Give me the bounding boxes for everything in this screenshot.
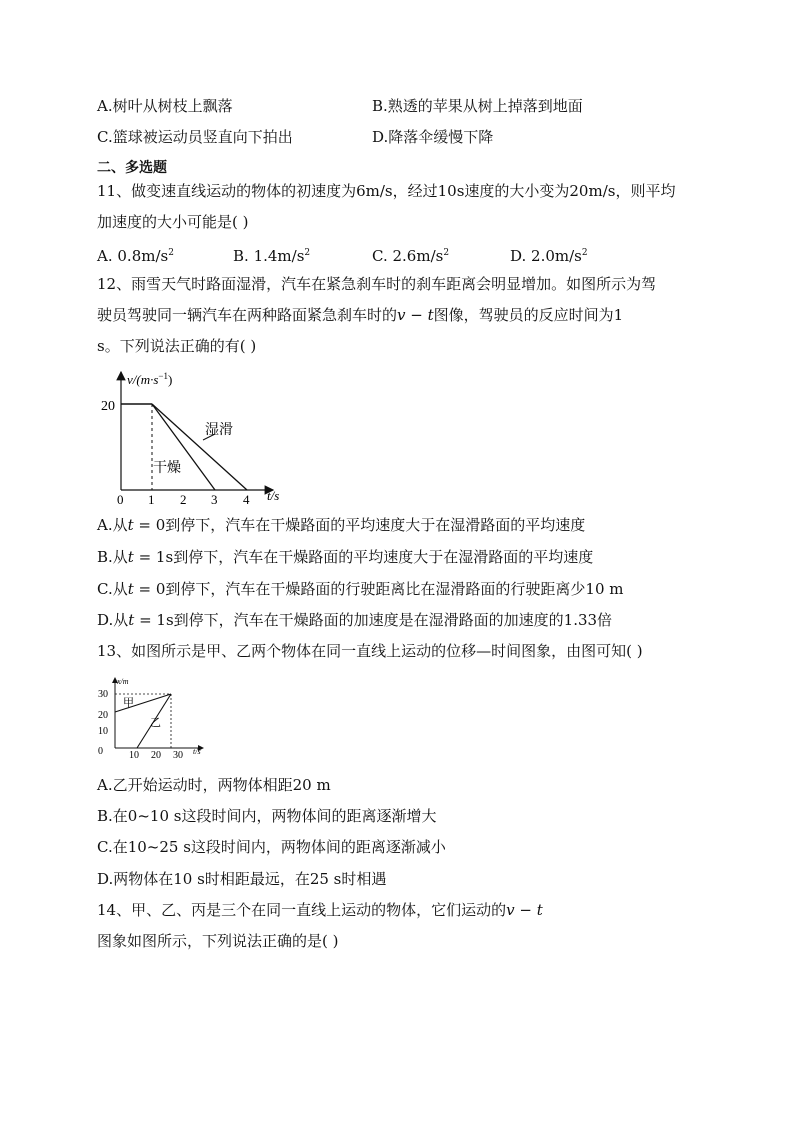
q13-x-tick-20: 20 (151, 750, 161, 760)
q13-jia-label: 甲 (123, 697, 134, 709)
q13-y-tick-20: 20 (98, 710, 108, 721)
q13-yi-label: 乙 (150, 717, 161, 729)
q12-x-label: t/s (267, 488, 280, 503)
q14-stem-line2: 图象如图所示，下列说法正确的是( ) (97, 932, 339, 950)
q12-stem-line2: 驶员驾驶同一辆汽车在两种路面紧急刹车时的v − t图像，驾驶员的反应时间为1 (97, 306, 624, 324)
q13-x-tick-10: 10 (129, 750, 139, 760)
q12-stem-line3: s。下列说法正确的有( ) (97, 337, 257, 355)
q11-option-b: B. $1.4m/s^2$ (233, 247, 311, 265)
q10-option-c: C.篮球被运动员竖直向下拍出 (97, 128, 293, 146)
q11-option-c: C. $2.6m/s^2$ (372, 247, 450, 265)
q12-option-d: D.从t = 1s到停下，汽车在干燥路面的加速度是在湿滑路面的加速度的1.33倍 (97, 611, 613, 629)
q12-wet-label: 湿滑 (205, 423, 233, 438)
q12-x-tick-1: 1 (148, 492, 155, 507)
q13-x-tick-30: 30 (173, 750, 183, 760)
q13-x-label: t/s (193, 747, 201, 756)
q13-xt-graph (95, 674, 215, 760)
q12-dry-label: 干燥 (153, 461, 181, 476)
q10-option-d: D.降落伞缓慢下降 (372, 128, 494, 146)
q12-wet-line (152, 404, 247, 490)
section-title: 二、多选题 (97, 160, 167, 176)
q14-stem-line1: 14、甲、乙、丙是三个在同一直线上运动的物体，它们运动的v − t (97, 901, 543, 919)
q13-y-tick-30: 30 (98, 689, 108, 700)
q10-option-b: B.熟透的苹果从树上掉落到地面 (372, 97, 583, 115)
q13-y-tick-0: 0 (98, 746, 103, 757)
q10-option-a: A.树叶从树枝上飘落 (97, 97, 233, 115)
q12-x-tick-3: 3 (211, 492, 218, 507)
q12-vt-graph (95, 366, 305, 508)
q13-option-d: D.两物体在10 s时相距最远，在25 s时相遇 (97, 870, 387, 888)
q13-option-b: B.在0~10 s这段时间内，两物体间的距离逐渐增大 (97, 807, 437, 825)
q13-y-tick-10: 10 (98, 726, 108, 737)
q12-dry-line (152, 404, 215, 490)
q12-x-tick-0: 0 (117, 492, 124, 507)
q12-option-c: C.从t = 0到停下，汽车在干燥路面的行驶距离比在湿滑路面的行驶距离少10 m (97, 580, 624, 598)
q11-stem-line1: 11、做变速直线运动的物体的初速度为6m/s，经过10s速度的大小变为20m/s，则平均 (97, 182, 676, 200)
q13-option-c: C.在10~25 s这段时间内，两物体间的距离逐渐减小 (97, 838, 446, 856)
q12-stem-line1: 12、雨雪天气时路面湿滑，汽车在紧急刹车时的刹车距离会明显增加。如图所示为驾 (97, 275, 657, 293)
q11-stem-line2: 加速度的大小可能是( ) (97, 213, 249, 231)
q12-option-b: B.从t = 1s到停下，汽车在干燥路面的平均速度大于在湿滑路面的平均速度 (97, 548, 594, 566)
q11-option-d: D. $2.0m/s^2$ (510, 247, 588, 265)
q13-y-label: x/m (117, 677, 129, 686)
q12-x-tick-2: 2 (180, 492, 187, 507)
q13-stem: 13、如图所示是甲、乙两个物体在同一直线上运动的位移—时间图象，由图可知( ) (97, 642, 643, 660)
q12-option-a: A.从t = 0到停下，汽车在干燥路面的平均速度大于在湿滑路面的平均速度 (97, 516, 586, 534)
q11-option-a: A. $0.8m/s^2$ (97, 247, 174, 265)
q12-y-label: $v/(m\cdot s^{-1})$ (127, 371, 173, 387)
q12-x-tick-4: 4 (243, 492, 250, 507)
q12-y-tick-20: 20 (101, 399, 115, 414)
q13-option-a: A.乙开始运动时，两物体相距20 m (97, 776, 331, 794)
